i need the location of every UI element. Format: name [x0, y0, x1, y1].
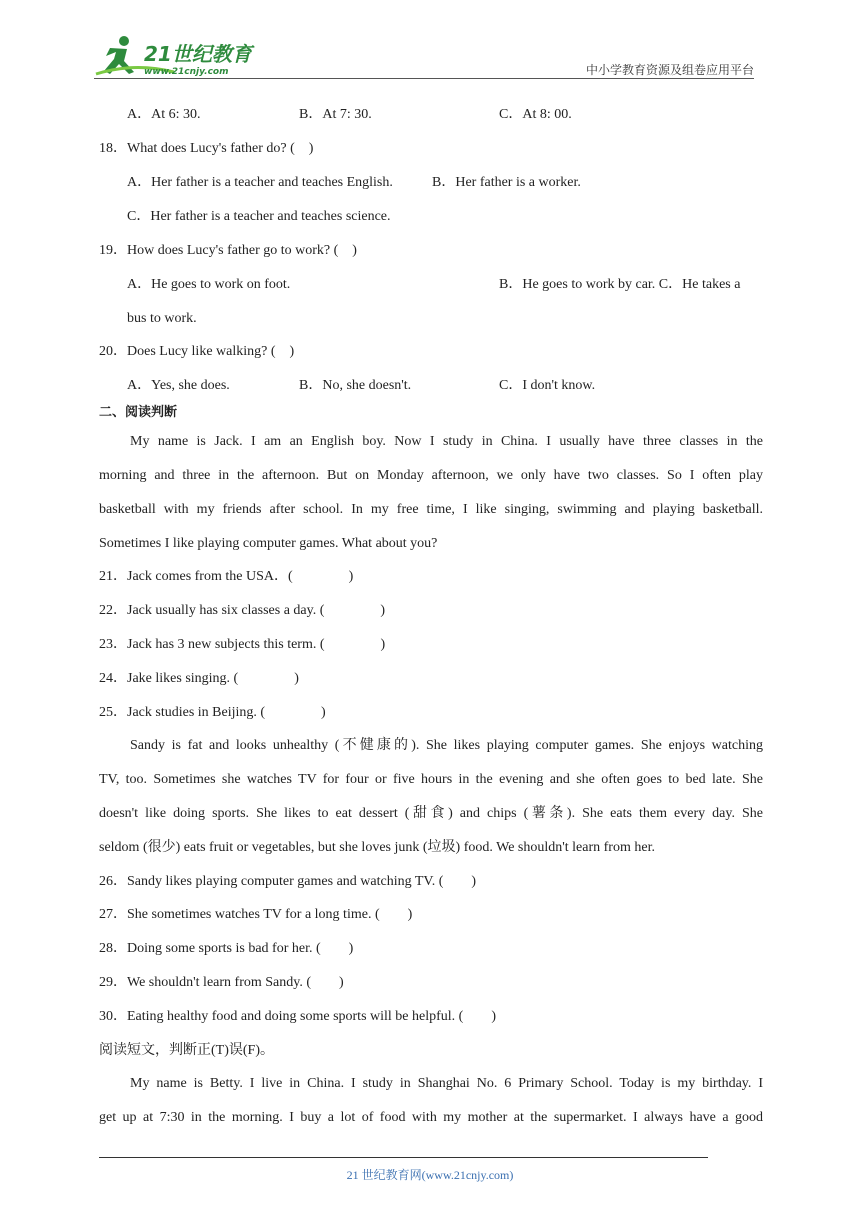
q17-option-a: A．At 6: 30.: [127, 107, 201, 122]
footer-divider: [99, 1157, 708, 1158]
logo: [94, 34, 264, 80]
q19-option-bc: B．He goes to work by car. C．He takes a: [499, 277, 741, 292]
question-24: 24．Jake likes singing. ( ): [99, 671, 299, 686]
q17-option-c: C．At 8: 00.: [499, 107, 572, 122]
passage1-line: morning and three in the afternoon. But on Monday afternoon, we only have two classes. So I often play: [99, 468, 763, 483]
instruction: 阅读短文，判断正(T)误(F)。: [99, 1043, 274, 1058]
logo-url: www.21cnjy.com: [144, 67, 229, 77]
passage3-line: get up at 7:30 in the morning. I buy a lot of food with my mother at the supermarket. I always have a good: [99, 1110, 763, 1125]
passage2-line: TV, too. Sometimes she watches TV for four or five hours in the evening and she often goes to bed late. She: [99, 772, 763, 787]
section-title: 二、阅读判断: [99, 405, 178, 420]
question-21: 21．Jack comes from the USA．( ): [99, 569, 354, 584]
q20-option-a: A．Yes, she does.: [127, 378, 230, 393]
question-29: 29．We shouldn't learn from Sandy. ( ): [99, 975, 344, 990]
question-26: 26．Sandy likes playing computer games and watching TV. ( ): [99, 874, 477, 889]
header-divider: [94, 78, 754, 79]
question-22: 22．Jack usually has six classes a day. ( ): [99, 603, 386, 618]
q18-stem: 18．What does Lucy's father do? ( ): [99, 141, 314, 156]
q18-option-a: A．Her father is a teacher and teaches English.: [127, 175, 393, 190]
question-30: 30．Eating healthy food and doing some sports will be helpful. ( ): [99, 1009, 496, 1024]
q19-stem: 19．How does Lucy's father go to work? ( ): [99, 243, 357, 258]
q18-option-c: C．Her father is a teacher and teaches science.: [127, 209, 391, 224]
q20-option-c: C．I don't know.: [499, 378, 596, 393]
question-25: 25．Jack studies in Beijing. ( ): [99, 705, 326, 720]
question-28: 28．Doing some sports is bad for her. ( ): [99, 941, 354, 956]
passage2-line: doesn't like doing sports. She likes to eat dessert (甜食) and chips (薯条). She eats them every day. She: [99, 806, 763, 821]
question-23: 23．Jack has 3 new subjects this term. ( ): [99, 637, 386, 652]
passage2-line: Sandy is fat and looks unhealthy (不健康的). She likes playing computer games. She enjoys watching: [130, 738, 763, 753]
q19-option-a: A．He goes to work on foot.: [127, 277, 291, 292]
q18-option-b: B．Her father is a worker.: [432, 175, 581, 190]
passage1-line: basketball with my friends after school. In my free time, I like singing, swimming and playing basketball.: [99, 502, 763, 517]
q17-option-b: B．At 7: 30.: [299, 107, 372, 122]
footer-link[interactable]: 21 世纪教育网(www.21cnjy.com): [346, 1168, 514, 1182]
platform-name: 中小学教育资源及组卷应用平台: [585, 63, 754, 77]
q20-stem: 20．Does Lucy like walking? ( ): [99, 344, 295, 359]
q20-option-b: B．No, she doesn't.: [299, 378, 412, 393]
logo-text: 21世纪教育: [144, 42, 252, 66]
question-27: 27．She sometimes watches TV for a long time. ( ): [99, 907, 413, 922]
q19-option-c-cont: bus to work.: [127, 311, 197, 326]
passage1-line: My name is Jack. I am an English boy. Now I study in China. I usually have three classes in the: [130, 434, 763, 449]
passage2-line: seldom (很少) eats fruit or vegetables, but she loves junk (垃圾) food. We shouldn't learn from her.: [99, 840, 655, 855]
passage3-line: My name is Betty. I live in China. I study in Shanghai No. 6 Primary School. Today is my birthday. I: [130, 1076, 763, 1091]
passage1-line: Sometimes I like playing computer games. What about you?: [99, 536, 438, 551]
